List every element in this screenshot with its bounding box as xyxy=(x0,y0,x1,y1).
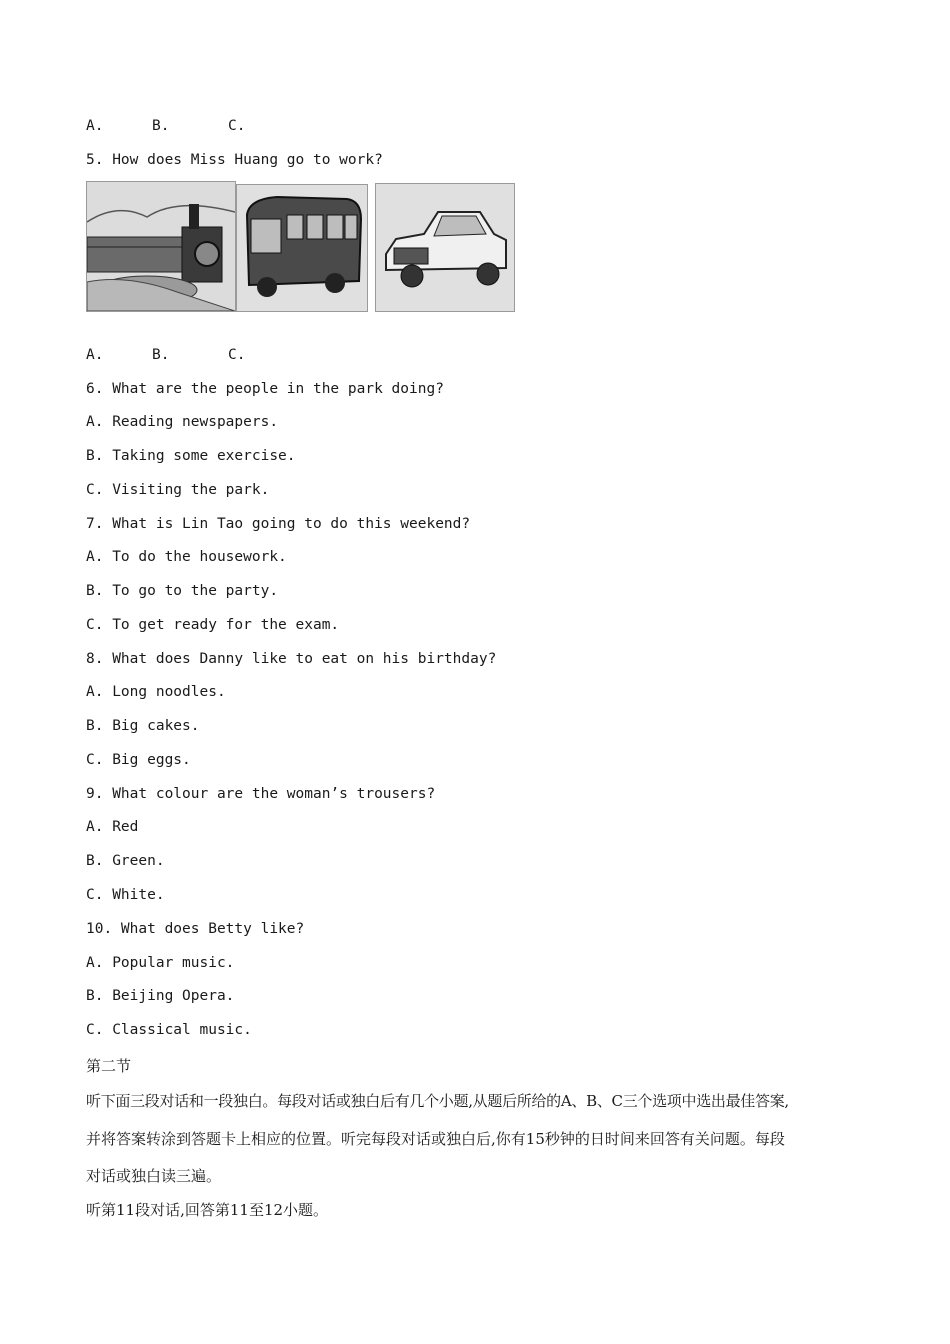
q4-option-a: A. xyxy=(86,118,104,134)
dialogue-11-note: 听第11段对话,回答第11至12小题。 xyxy=(86,1201,329,1219)
q6-option-a: A. Reading newspapers. xyxy=(86,414,279,430)
car-picture xyxy=(375,183,515,312)
q7-option-b: B. To go to the party. xyxy=(86,583,279,599)
q4-option-c: C. xyxy=(228,118,246,134)
q10-question: 10. What does Betty like? xyxy=(86,921,305,937)
q9-question: 9. What colour are the woman’s trousers? xyxy=(86,786,436,802)
q7-question: 7. What is Lin Tao going to do this weekend? xyxy=(86,516,471,532)
q8-option-b: B. Big cakes. xyxy=(86,718,200,734)
q8-option-a: A. Long noodles. xyxy=(86,684,226,700)
q9-option-a: A. Red xyxy=(86,819,139,835)
q5-option-a: A. xyxy=(86,347,104,363)
q5-pictures xyxy=(86,181,516,312)
q8-question: 8. What does Danny like to eat on his birthday? xyxy=(86,651,497,667)
q6-option-c: C. Visiting the park. xyxy=(86,482,270,498)
q5-question: 5. How does Miss Huang go to work? xyxy=(86,152,383,168)
q9-option-b: B. Green. xyxy=(86,853,165,869)
q7-option-c: C. To get ready for the exam. xyxy=(86,617,340,633)
q5-option-b: B. xyxy=(152,347,170,363)
q4-option-b: B. xyxy=(152,118,170,134)
bus-picture xyxy=(236,184,368,312)
q8-option-c: C. Big eggs. xyxy=(86,752,191,768)
q10-option-c: C. Classical music. xyxy=(86,1022,252,1038)
q9-option-c: C. White. xyxy=(86,887,165,903)
q10-option-b: B. Beijing Opera. xyxy=(86,988,235,1004)
q6-question: 6. What are the people in the park doing? xyxy=(86,381,444,397)
q5-option-c: C. xyxy=(228,347,246,363)
section2-instructions-line-1: 听下面三段对话和一段独白。每段对话或独白后有几个小题,从题后所给的A、B、C三个选项中选出最佳答案, xyxy=(86,1092,789,1110)
section2-instructions-line-2: 并将答案转涂到答题卡上相应的位置。听完每段对话或独白后,你有15秒钟的日时间来回答有关问题。每段 xyxy=(86,1130,785,1148)
section2-instructions-line-3: 对话或独白读三遍。 xyxy=(86,1167,222,1185)
q6-option-b: B. Taking some exercise. xyxy=(86,448,296,464)
train-picture xyxy=(86,181,236,312)
q10-option-a: A. Popular music. xyxy=(86,955,235,971)
q7-option-a: A. To do the housework. xyxy=(86,549,287,565)
section2-heading: 第二节 xyxy=(86,1057,132,1075)
